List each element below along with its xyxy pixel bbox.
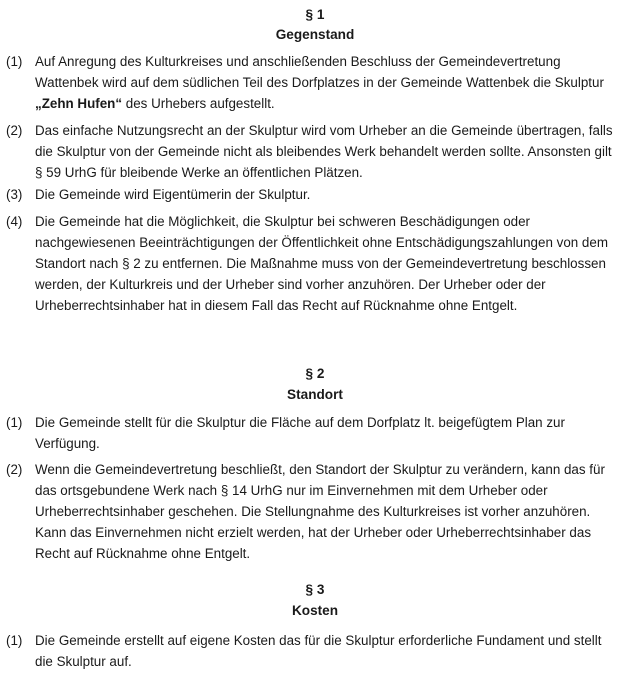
item-number: (2)	[6, 462, 23, 477]
item-number: (1)	[6, 54, 23, 69]
section-3-title: Kosten	[291, 603, 339, 618]
item-text: Die Gemeinde hat die Möglichkeit, die Skulptur bei schweren Beschädigungen oder nachgewiesenen Beeinträchtigungen der Öffentlichkeit ohne Entschädigungszahlungen von dem Standort nach § 2 zu entfernen. Die Maßnahme muss von der Gemeindevertretung beschlossen werden, der Kulturkreis und der Urheber sind vorher anzuhören. Der Urheber oder der Urheberrechtsinhaber hat in diesem Fall das Recht auf Rücknahme ohne Entgelt.	[35, 214, 608, 313]
item-text: Die Gemeinde erstellt auf eigene Kosten das für die Skulptur erforderliche Fundament und stellt die Skulptur auf.	[35, 633, 602, 669]
section-1-title: Gegenstand	[275, 27, 355, 42]
item-number: (1)	[6, 415, 23, 430]
item-text: Die Gemeinde wird Eigentümerin der Skulptur.	[35, 187, 311, 202]
section-2-item-1	[6, 412, 624, 454]
item-number: (4)	[6, 214, 23, 229]
item-number: (3)	[6, 187, 23, 202]
section-1-item-2	[6, 120, 624, 183]
item-number: (2)	[6, 123, 23, 138]
section-3-item-1	[6, 630, 624, 672]
section-2-item-2	[6, 459, 624, 564]
section-1-item-1	[6, 51, 624, 114]
section-1-symbol: § 1	[305, 7, 325, 22]
item-text: Auf Anregung des Kulturkreises und anschließenden Beschluss der Gemeindevertretung Wattenbek wird auf dem südlichen Teil des Dorfplatzes in der Gemeinde Wattenbek die Skulptur „Zehn Hufen“ des Urhebers aufgestellt.	[35, 54, 604, 111]
section-2-title: Standort	[287, 387, 343, 402]
item-text: Das einfache Nutzungsrecht an der Skulptur wird vom Urheber an die Gemeinde übertragen, falls die Skulptur von der Gemeinde nicht als bleibendes Werk behandelt werden sollte. Ansonsten gilt § 59 UrhG für bleibende Werke an öffentlichen Plätzen.	[35, 123, 613, 180]
item-text: Wenn die Gemeindevertretung beschließt, den Standort der Skulptur zu verändern, kann das für das ortsgebundene Werk nach § 14 UrhG nur im Einvernehmen mit dem Urheber oder Urheberrechtsinhaber geschehen. Die Stellungnahme des Kulturkreises ist vorher anzuhören. Kann das Einvernehmen nicht erzielt werden, hat der Urheber oder Urheberrechtsinhaber das Recht auf Rücknahme ohne Entgelt.	[35, 462, 605, 561]
item-text: Die Gemeinde stellt für die Skulptur die Fläche auf dem Dorfplatz lt. beigefügtem Plan zur Verfügung.	[35, 415, 565, 451]
section-1-item-3	[6, 184, 624, 205]
section-2-symbol: § 2	[305, 366, 325, 381]
sculpture-title: „Zehn Hufen“	[35, 96, 123, 111]
section-3-symbol: § 3	[305, 582, 325, 597]
item-number: (1)	[6, 633, 23, 648]
section-1-item-4	[6, 211, 624, 316]
